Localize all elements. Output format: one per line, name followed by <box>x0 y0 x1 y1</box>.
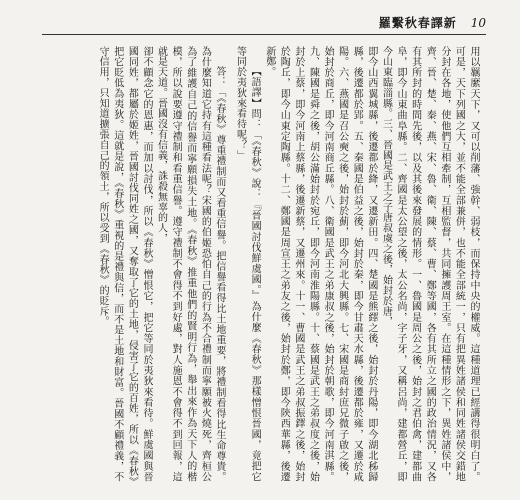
translation-question: 【語譯】問：「《春秋》說：『晉國討伐鮮虞國。』為什麼《春秋》那樣憎恨晉國，竟把它等同於夷狄來看待呢？」 <box>234 46 261 482</box>
translation-answer: 答：「《春秋》尊重禮制而又看重信譽。把信譽看得比土地重要，將禮制看得比生命尊貴。為什麼知道它持有這種看法呢？宋國的伯姬恐怕自己的行為不合禮制而寧願被火燒死，齊桓公為了維護自己的信譽而寧願損失土地。《春秋》推重他們的賢明行為，舉出來作為天下人的楷模，所以說要遵守禮制和看重信譽。遵守禮制不會得不到好處，對人施恩不會得不到回報，這就是天道。晉國沒有信義，誅殺無辜的人， <box>155 46 225 482</box>
header-rule <box>42 34 486 35</box>
book-title: 羅繫秋春譯新 <box>378 16 457 30</box>
running-header <box>379 14 486 31</box>
page-body <box>40 46 480 482</box>
page-number: 10 <box>470 15 486 30</box>
paragraph: 即今山西翼城縣，後遷都於絳，又遷新田。四、楚國是熊繹之後，始封於丹陽，即今湖北秭歸縣，後遷都於郢。五、秦國是伯益之後，始封於秦，即今甘肅天水縣，後遷都於雍，又遷於咸陽。六、燕國是召公奭之後，始封於薊，即今河北大興縣。七、宋國是商紂庶兄微子啟之後，始封於商丘，即今河南商丘縣。八、衛國是武王之弟康叔之後，始封於朝歌，即今河南淇縣。九、陳國是舜之後，胡公滿始封於宛丘，即今河南淮陽縣。十、蔡國是武王之弟叔度之後，始封於上蔡，即今河南上蔡縣，後遷新蔡，又遷州來。十一、曹國是武王之弟叔振鐸之後，始封於陶丘，即今山東定陶縣。十二、鄭國是周宣王之弟友之後，始封於鄭，即今陝西華縣，後遷新鄭。 <box>263 46 377 482</box>
paragraph: 用以羈縻天下，又可以削藩、強幹、弱枝，而保持中央的權威。這種道理已經講得很明白了。可是，天下列國之大，並不能全部兼併，也不能全部統一，只有把異姓諸侯和同姓諸侯交錯地分封在各地，使他們互相牽制，互相監督，共同擁護周王室。在這種情形之下，異姓諸侯中，齊、晉、楚、秦、燕、宋、魯、衛、陳、蔡、曹、鄭等國，各有其所立之國的政治情況，又各有其所封的時間先後，以及其後來發展的情形。一、魯國是周公之後，始封之君伯禽，建都曲阜，即今山東曲阜縣。二、齊國是太公望之後，太公名尚，字子牙，又稱呂尚，建都營丘，即今山東臨淄縣。三、晉國是武王之子唐叔虞之後，始封於唐， <box>380 46 479 482</box>
paragraph: 卻不顧念它的恩惠，而加以討伐，所以《春秋》憎恨它，把它等同於夷狄來看待。鮮虞國與晉國同姓，都屬於姬姓，晉國討伐同姓之國，又奪取了它的土地，侵害了它的百姓，所以《春秋》把它貶低為夷狄。這就是說，《春秋》重視的是禮與信，而不是土地和財富。晉國不顧禮義，不守信用，只知道擴張自己的領土，所以受到《春秋》的貶斥。 <box>97 46 152 482</box>
